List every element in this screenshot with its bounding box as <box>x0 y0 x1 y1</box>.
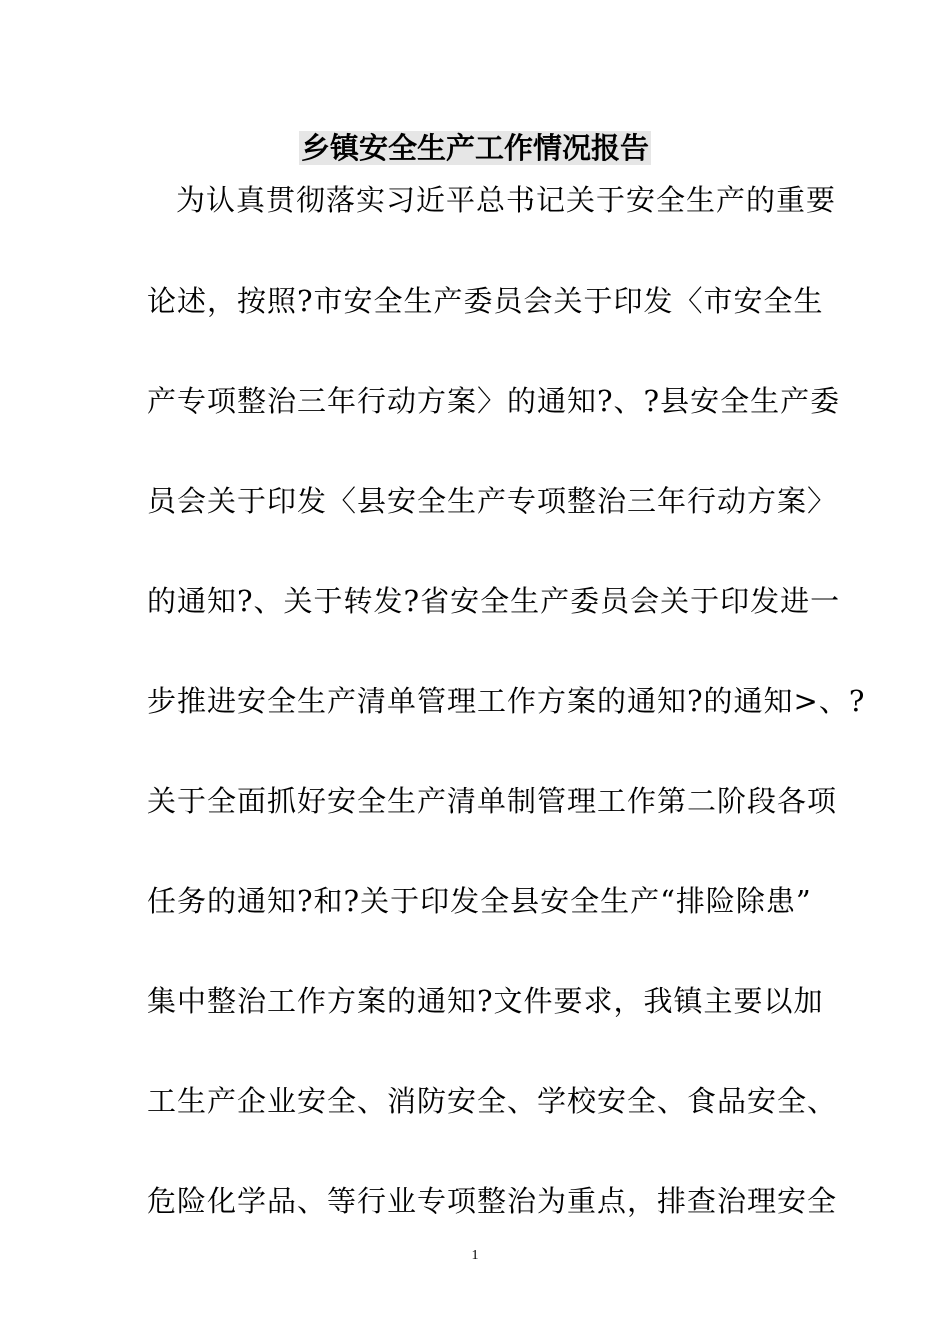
paragraph-line: 论述，按照?市安全生产委员会关于印发〈市安全生 <box>147 284 824 318</box>
paragraph-line: 为认真贯彻落实习近平总书记关于安全生产的重要 <box>176 183 837 217</box>
paragraph-line: 工生产企业安全、消防安全、学校安全、食品安全、 <box>147 1084 838 1118</box>
paragraph-line: 集中整治工作方案的通知?文件要求，我镇主要以加 <box>147 984 824 1018</box>
paragraph-line: 的通知?、关于转发?省安全生产委员会关于印发进一 <box>147 584 841 618</box>
page-number: 1 <box>471 1248 479 1263</box>
paragraph-line: 关于全面抓好安全生产清单制管理工作第二阶段各项 <box>147 784 838 818</box>
paragraph-line: 任务的通知?和?关于印发全县安全生产“排险除患” <box>147 884 812 918</box>
paragraph-line: 产专项整治三年行动方案〉的通知?、?县安全生产委 <box>147 384 841 418</box>
paragraph-line: 员会关于印发〈县安全生产专项整治三年行动方案〉 <box>147 484 838 518</box>
paragraph-line: 步推进安全生产清单管理工作方案的通知?的通知>、? <box>147 684 866 718</box>
document-title-text: 乡镇安全生产工作情况报告 <box>300 131 649 165</box>
document-title <box>0 128 950 168</box>
paragraph-line: 危险化学品、等行业专项整治为重点，排查治理安全 <box>147 1184 838 1218</box>
